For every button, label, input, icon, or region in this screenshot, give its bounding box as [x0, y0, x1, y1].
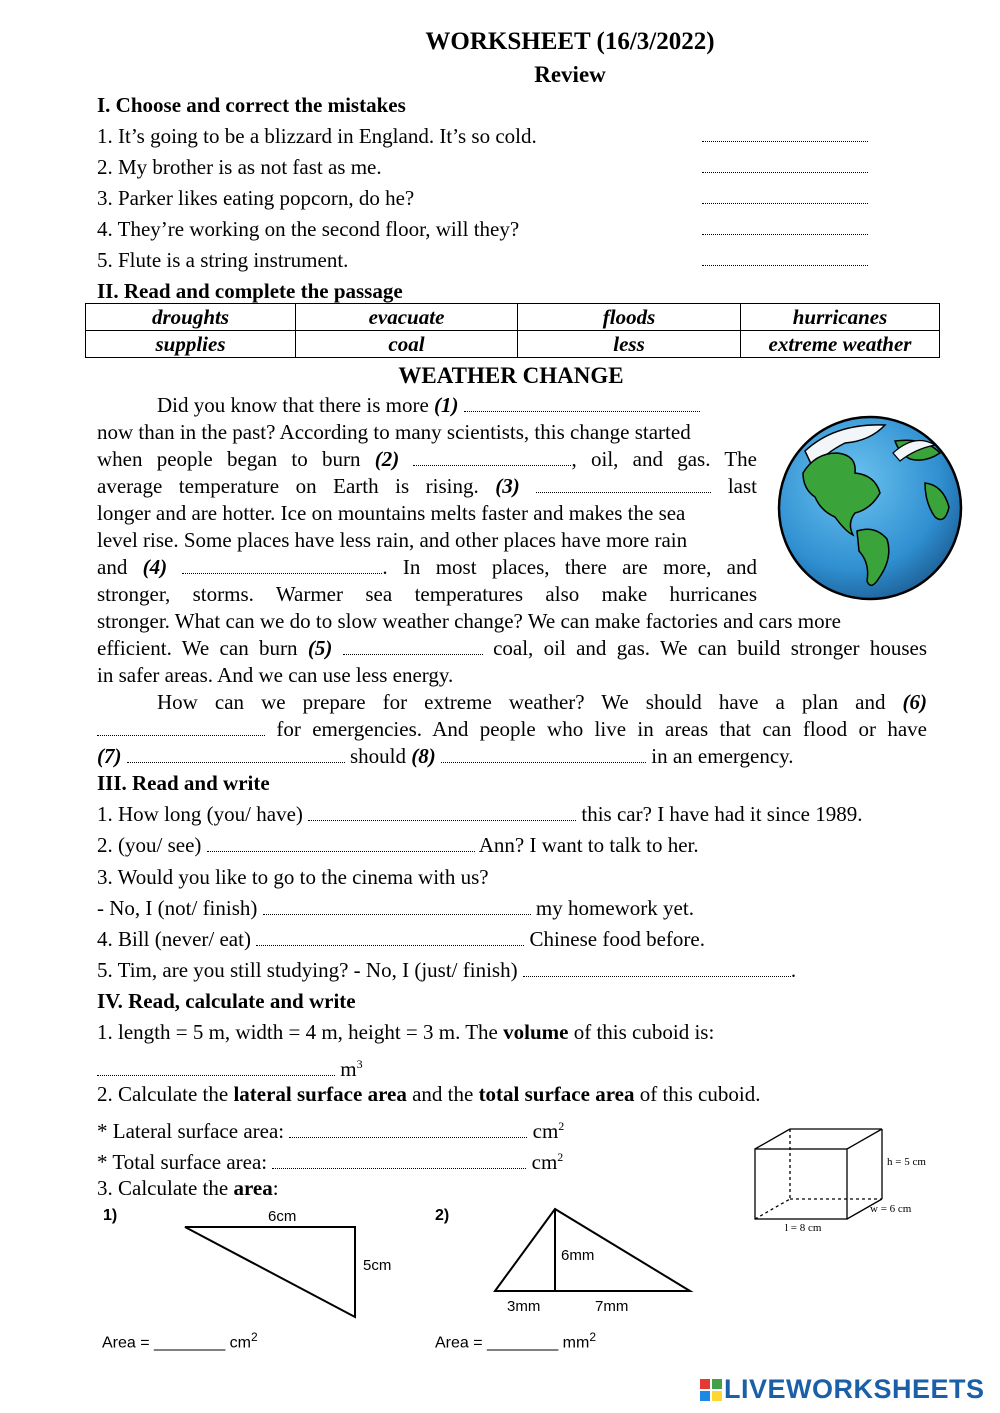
triangle-right-base-label: 7mm	[595, 1298, 629, 1315]
passage-blank-8[interactable]	[441, 748, 646, 763]
word-bank-cell: less	[518, 331, 741, 358]
passage-line: level rise. Some places have less rain, and other places have more rain	[97, 528, 688, 552]
passage-line: now than in the past? According to many scientists, this change started	[97, 420, 691, 444]
word-bank-cell: evacuate	[296, 304, 518, 331]
mistake-item-2: 2. My brother is as not fast as me.	[97, 155, 382, 179]
cuboid-length-label: l = 8 cm	[785, 1222, 822, 1234]
calc-question-2: 2. Calculate the lateral surface area and the total surface area of this cuboid.	[97, 1082, 761, 1106]
word-bank-cell: floods	[518, 304, 741, 331]
passage-line: in safer areas. And we can use less energy.	[97, 663, 454, 687]
blank-number-1: (1)	[434, 393, 459, 417]
write-question-4: 4. Bill (never/ eat) Chinese food before.	[97, 927, 705, 951]
mistake-item-4: 4. They’re working on the second floor, will they?	[97, 217, 520, 241]
passage-line: stronger. What can we do to slow weather change? We can make factories and cars more	[97, 609, 841, 633]
volume-answer-line: $m^3$	[97, 1052, 363, 1081]
passage-blank-3[interactable]	[536, 478, 711, 493]
volume-blank[interactable]	[97, 1061, 335, 1076]
cuboid-width-label: w = 6 cm	[870, 1203, 912, 1215]
right-triangle-figure	[180, 1205, 420, 1320]
write-question-2: 2. (you/ see) Ann? I want to talk to her.	[97, 833, 699, 857]
passage-blank-4[interactable]	[182, 559, 382, 574]
total-area-line: * Total surface area: $cm^2$	[97, 1150, 564, 1174]
write-question-3-answer: - No, I (not/ finish) my homework yet.	[97, 896, 694, 920]
passage-blank-7[interactable]	[127, 748, 345, 763]
triangle-left-base-label: 3mm	[507, 1298, 541, 1315]
triangle-side-label: 5cm	[363, 1257, 392, 1274]
passage-blank-1[interactable]	[464, 397, 700, 412]
word-bank-cell: hurricanes	[741, 304, 940, 331]
write-blank-2[interactable]	[207, 837, 475, 852]
mistake-item-1: 1. It’s going to be a blizzard in England. It’s so cold.	[97, 124, 537, 148]
write-blank-4[interactable]	[256, 931, 524, 946]
mistake-item-3: 3. Parker likes eating popcorn, do he?	[97, 186, 415, 210]
section2-heading: II. Read and complete the passage	[97, 279, 403, 303]
lateral-area-blank[interactable]	[289, 1123, 527, 1138]
worksheet-subtitle: Review	[534, 62, 606, 87]
write-blank-3[interactable]	[263, 900, 531, 915]
figure-2-area: Area = ________ $mm^2$	[435, 1330, 597, 1352]
cuboid-diagram	[750, 1125, 950, 1235]
word-bank-cell: extreme weather	[741, 331, 940, 358]
word-bank-table	[85, 303, 940, 358]
word-bank-cell: droughts	[86, 304, 296, 331]
passage-line: when people began to burn (2) , oil, and gas. The	[97, 447, 758, 471]
total-area-blank[interactable]	[272, 1154, 526, 1169]
answer-field-2[interactable]	[702, 172, 868, 173]
passage-line: stronger, storms. Warmer sea temperatures also make hurricanes	[97, 582, 757, 606]
triangle-height-label: 6mm	[561, 1247, 595, 1264]
write-question-3: 3. Would you like to go to the cinema with us?	[97, 865, 489, 889]
section3-heading: III. Read and write	[97, 771, 270, 795]
answer-field-5[interactable]	[702, 265, 868, 266]
calc-question-1: 1. length = 5 m, width = 4 m, height = 3 m. The volume of this cuboid is:	[97, 1020, 715, 1044]
write-blank-1[interactable]	[308, 806, 576, 821]
mistake-item-5: 5. Flute is a string instrument.	[97, 248, 349, 272]
passage-line: average temperature on Earth is rising. (3) last	[97, 474, 758, 498]
passage-line: longer and are hotter. Ice on mountains melts faster and makes the sea	[97, 501, 686, 525]
write-question-5: 5. Tim, are you still studying? - No, I (just/ finish) .	[97, 958, 797, 982]
figure-1-area: Area = ________ $cm^2$	[102, 1330, 258, 1352]
calc-question-3: 3. Calculate the area:	[97, 1176, 279, 1200]
liveworksheets-brand[interactable]: LIVEWORKSHEETS	[724, 1374, 985, 1404]
passage-line: (7) should (8) in an emergency.	[97, 744, 794, 768]
write-blank-5[interactable]	[523, 962, 791, 977]
word-bank-cell: supplies	[86, 331, 296, 358]
section1-heading: I. Choose and correct the mistakes	[97, 93, 406, 117]
passage-line: Did you know that there is more (1)	[97, 392, 757, 419]
word-bank-cell: coal	[296, 331, 518, 358]
passage-title: WEATHER CHANGE	[398, 363, 624, 388]
worksheet-title: WORKSHEET (16/3/2022)	[425, 28, 715, 55]
passage-line: for emergencies. And people who live in areas that can flood or have	[97, 716, 927, 743]
passage-blank-2[interactable]	[413, 451, 571, 466]
cuboid-height-label: h = 5 cm	[887, 1156, 926, 1168]
passage-blank-6[interactable]	[97, 721, 265, 736]
passage-blank-5[interactable]	[343, 640, 483, 655]
answer-field-4[interactable]	[702, 234, 868, 235]
passage-line: efficient. We can burn (5) coal, oil and gas. We can build stronger houses	[97, 636, 928, 660]
earth-globe-image	[775, 413, 965, 603]
liveworksheets-logo-icon	[700, 1379, 722, 1401]
write-question-1: 1. How long (you/ have) this car? I have had it since 1989.	[97, 802, 863, 826]
passage-line: and (4) . In most places, there are more, and	[97, 555, 757, 579]
answer-field-3[interactable]	[702, 203, 868, 204]
triangle-top-label: 6cm	[268, 1208, 297, 1225]
lateral-area-line: * Lateral surface area: $cm^2$	[97, 1119, 565, 1143]
section4-heading: IV. Read, calculate and write	[97, 989, 356, 1013]
figure-2-label: 2)	[435, 1207, 450, 1224]
figure-1-label: 1)	[103, 1207, 118, 1224]
passage-line: How can we prepare for extreme weather? We should have a plan and (6)	[157, 690, 928, 714]
triangle-height-figure	[485, 1203, 705, 1323]
answer-field-1[interactable]	[702, 141, 868, 142]
